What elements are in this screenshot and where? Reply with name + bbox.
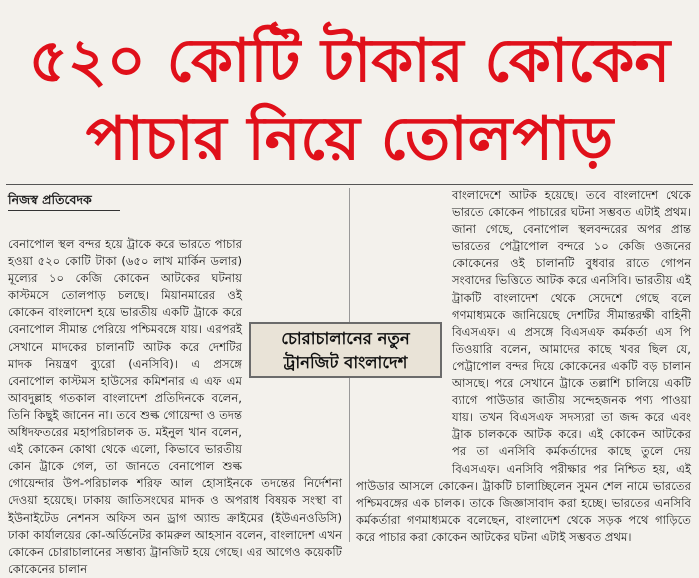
pull-quote-line-1: চোরাচালানের নতুন [281, 329, 410, 348]
byline: নিজস্ব প্রতিবেদক [8, 192, 92, 207]
headline-line-1: ৫২০ কোটি টাকার কোকেন [28, 26, 671, 96]
byline-underline [8, 210, 120, 211]
article-left-text: বেনাপোল স্থল বন্দর হয়ে ট্রাকে করে ভারতে পাচার হওয়া ৫২০ কোটি টাকা (৬৫০ লাখ মার্কিন ডলার) মূল্যের ১০ কেজি কোকেন আটকের ঘটনায় কাস্টমসে তোলপাড় চলছে। মিয়ানমারের ওই কোকেন বাংলাদেশ হয়ে ভারতীয় একটি ট্রাকে করে বেনাপোল সীমান্ত পেরিয়ে পশ্চিমবঙ্গে যায়। এরপরই সেখানে মাদকের চালানটি আটক করে দেশটির মাদক নিয়ন্ত্রণ ব্যুরো (এনসিবি)। এ প্রসঙ্গে বেনাপোল কাস্টমস হাউসের কমিশনার এ এফ এম আবদুল্লাহ গতকাল বাংলাদেশ প্রতিদিনকে বলেন, তিনি কিছুই জানেন না। তবে শুল্ক গোয়েন্দা ও তদন্ত অধিদফতরের মহাপরিচালক ড. মইনুল খান বলেন, এই কোকেন কোথা থেকে এলো, কিভাবে ভারতীয় কোন ট্রাকে গেল, তা জানতে বেনাপোল শুল্ক গোয়েন্দার উপ-পরিচালক শরিফ আল হোসাইনকে তদন্তের নির্দেশনা দেওয়া হয়েছে। ঢাকায় জাতিসংঘের মাদক ও অপরাধ বিষয়ক সংস্থা বা ইউনাইটেড নেশনস অফিস অন ড্রাগ অ্যান্ড ক্রাইমের (ইউএনওডিসি) ঢাকা কার্যালয়ের কো-অর্ডিনেটর কামরুল আহসান বলেন, বাংলাদেশ এখন কোকেন চোরাচালানের সম্ভাব্য ট্রানজিট হয়ে গেছে। এর আগেও কয়েকটি কোকেনের চালান [8, 237, 342, 576]
article-right-text: বাংলাদেশে আটক হয়েছে। তবে বাংলাদেশ থেকে ভারতে কোকেন পাচারের ঘটনা সম্ভবত এটাই প্রথম। জানা গেছে, বেনাপোল স্থলবন্দরের অপর প্রান্ত ভারতের পেট্রাপোল বন্দরে ১০ কেজি ওজনের কোকেনের ওই চালানটি বুধবার রাতে গোপন সংবাদের ভিত্তিতে আটক করে এনসিবি। ভারতীয় এই ট্রাকটি বাংলাদেশ থেকে সেদেশে গেছে বলে গণমাধ্যমকে জানিয়েছে দেশটির সীমান্তরক্ষী বাহিনী বিএসএফ। এ প্রসঙ্গে বিএসএফ কর্মকর্তা এস পি তিওয়ারি বলেন, আমাদের কাছে খবর ছিল যে, পেট্রাপোল বন্দর দিয়ে কোকেনের একটি বড় চালান আসছে। পরে সেখানে ট্রাকে তল্লাশি চালিয়ে একটি ব্যাগে পাউডার জাতীয় সন্দেহজনক পণ্য পাওয়া যায়। তখন বিএসএফ সদস্যরা তা জব্দ করে এবং ট্রাক চালককে আটক করে। এই কোকেন আটকের পর তা এনসিবি কর্মকর্তাদের কাছে তুলে দেয় বিএসএফ। এনসিবি পরীক্ষার পর নিশ্চিত হয়, এই পাউডার আসলে কোকেন। ট্রাকটি চালাচ্ছিলেন সুমন শেল নামে ভারতের পশ্চিমবঙ্গের এক চালক। তাকে জিজ্ঞাসাবাদ করা হচ্ছে। ভারতের এনসিবি কর্মকর্তারা গণমাধ্যমকে বলেছেন, বাংলাদেশ থেকে সড়ক পথে গাড়িতে করে পাচার করা কোকেন আটকের ঘটনা এটাই সম্ভবত প্রথম। [356, 188, 691, 544]
pull-quote-box [249, 322, 442, 378]
article-left-column [8, 236, 342, 576]
headline-line-2: পাচার নিয়ে তোলপাড় [85, 104, 614, 174]
headline-divider [6, 184, 693, 185]
pull-quote-line-2: ট্রানজিট বাংলাদেশ [283, 353, 408, 372]
